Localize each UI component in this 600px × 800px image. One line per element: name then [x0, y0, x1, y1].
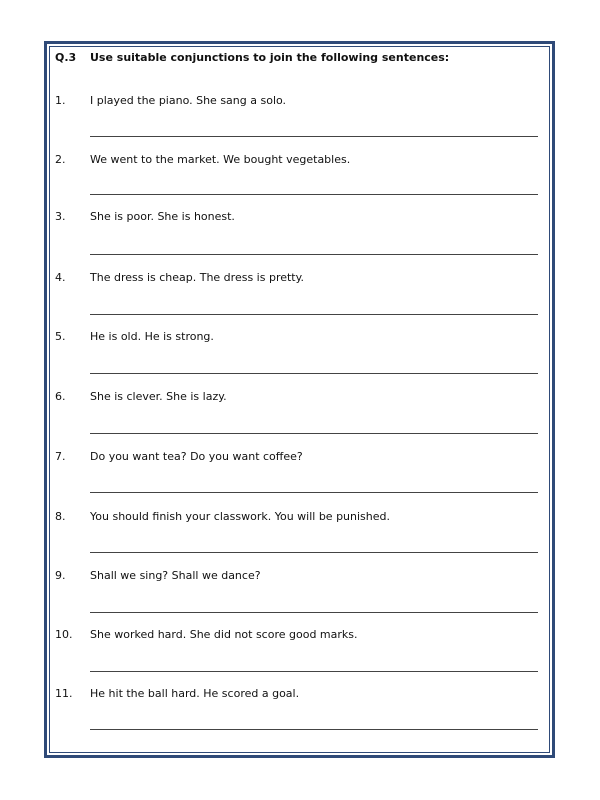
- item-number: 8.: [55, 510, 66, 523]
- item-number: 4.: [55, 271, 66, 284]
- answer-line[interactable]: [90, 492, 538, 493]
- answer-line[interactable]: [90, 314, 538, 315]
- item-number: 6.: [55, 390, 66, 403]
- answer-line[interactable]: [90, 671, 538, 672]
- answer-line[interactable]: [90, 194, 538, 195]
- question-number: Q.3: [55, 51, 77, 64]
- item-sentence: He hit the ball hard. He scored a goal.: [90, 687, 300, 700]
- item-sentence: I played the piano. She sang a solo.: [90, 94, 287, 107]
- item-sentence: Shall we sing? Shall we dance?: [90, 569, 261, 582]
- answer-line[interactable]: [90, 373, 538, 374]
- item-number: 3.: [55, 210, 66, 223]
- item-number: 2.: [55, 153, 66, 166]
- answer-line[interactable]: [90, 254, 538, 255]
- answer-line[interactable]: [90, 433, 538, 434]
- answer-line[interactable]: [90, 552, 538, 553]
- answer-line[interactable]: [90, 729, 538, 730]
- item-sentence: She worked hard. She did not score good marks.: [90, 628, 358, 641]
- item-sentence: Do you want tea? Do you want coffee?: [90, 450, 303, 463]
- item-number: 9.: [55, 569, 66, 582]
- item-sentence: We went to the market. We bought vegetables.: [90, 153, 351, 166]
- item-number: 7.: [55, 450, 66, 463]
- item-number: 10.: [55, 628, 73, 641]
- item-number: 5.: [55, 330, 66, 343]
- question-instruction: Use suitable conjunctions to join the following sentences:: [90, 51, 450, 64]
- item-number: 11.: [55, 687, 73, 700]
- item-number: 1.: [55, 94, 66, 107]
- item-sentence: He is old. He is strong.: [90, 330, 214, 343]
- answer-line[interactable]: [90, 136, 538, 137]
- item-sentence: The dress is cheap. The dress is pretty.: [90, 271, 305, 284]
- item-sentence: She is poor. She is honest.: [90, 210, 235, 223]
- answer-line[interactable]: [90, 612, 538, 613]
- item-sentence: She is clever. She is lazy.: [90, 390, 227, 403]
- item-sentence: You should finish your classwork. You will be punished.: [90, 510, 390, 523]
